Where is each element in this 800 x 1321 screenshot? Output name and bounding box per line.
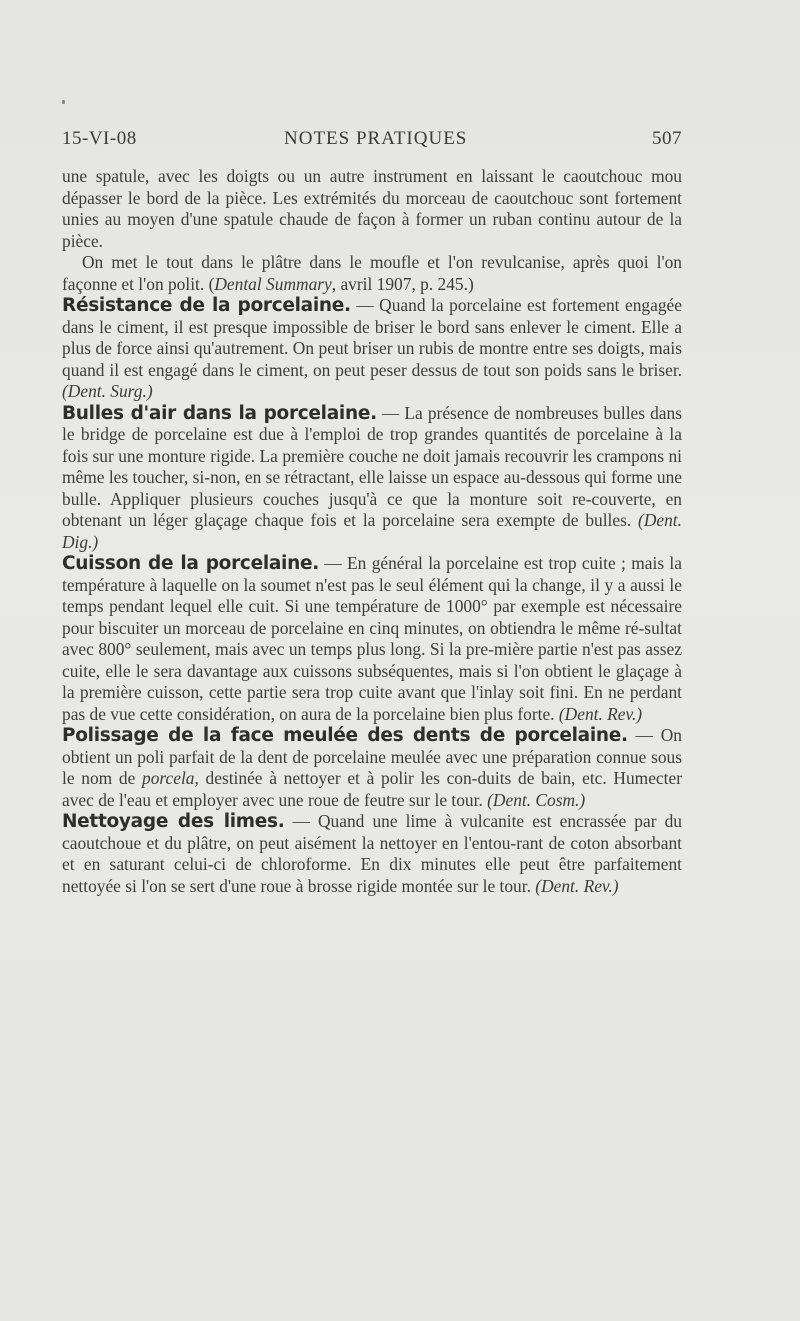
section-heading: Cuisson de la porcelaine. [62,553,319,574]
section-text-a: — On obtient un poli parfait de la dent de porcelaine meulée avec une préparation connue sous le nom de [62,725,682,788]
article-body [62,166,682,897]
section-nettoyage [62,811,682,897]
section-polissage [62,725,682,811]
page-number: 507 [652,128,682,149]
section-source: (Dent. Dig.) [62,510,682,552]
running-header [62,128,682,156]
section-text-b: destinée à nettoyer et à polir les con-duits de bain, etc. Humecter avec de l'eau et employer avec une roue de feutre sur le tour. [62,768,682,810]
section-cuisson [62,553,682,725]
intro-paragraph-2 [62,252,682,295]
section-source: (Dent. Cosm.) [487,789,586,810]
header-title: NOTES PRATIQUES [284,128,468,149]
product-name: porcela, [142,768,199,788]
section-resistance [62,295,682,403]
section-bulles [62,403,682,554]
section-source: (Dent. Rev.) [535,875,619,896]
section-heading: Bulles d'air dans la porcelaine. [62,402,377,424]
print-speck [62,100,65,104]
section-source: (Dent. Surg.) [62,381,153,401]
section-text: — Quand une lime à vulcanite est encrassée par du caoutchoue et du plâtre, on peut aisément la nettoyer en l'entou-rant de coton absorbant et en saturant celui-ci de chloroforme. En dix minutes elle peut être parfaitement nettoyée si l'on se sert d'une roue à brosse rigide montée sur le tour. [62,811,682,896]
section-source: (Dent. Rev.) [558,703,643,724]
section-text: — En général la porcelaine est trop cuite ; mais la température à laquelle on la soumet n'est pas le seul élément qui la change, il y a aussi le temps pendant lequel elle cuit. Si une température de 1000° par exemple est nécessaire pour biscuiter un morceau de porcelaine en cinq minutes, on obtiendra le même ré-sultat avec 800° seulement, mais avec un temps plus long. Si la pre-mière partie n'est pas assez cuite, elle le sera davantage aux cuissons subséquentes, mais si l'on obtient le glaçage à la première cuisson, cette partie sera trop cuite avant que l'inlay soit fini. En ne perdant pas de vue cette considération, on aura de la porcelaine bien plus forte. [62,553,682,724]
intro-source-close: , avril 1907, p. 245.) [331,273,474,294]
intro-source-open: ( [208,273,215,294]
section-heading: Résistance de la porcelaine. [62,295,351,316]
header-date: 15-VI-08 [62,128,137,149]
intro-paragraph-2-text: On met le tout dans le plâtre dans le moufle et l'on revulcanise, après quoi l'on façonne et l'on polit. [62,252,682,294]
section-heading: Nettoyage des limes. [62,811,285,832]
intro-source-name: Dental Summary [214,273,332,294]
section-text: — Quand la porcelaine est fortement engagée dans le ciment, il est presque impossible de briser le bord sans enlever le ciment. Elle a plus de force ainsi qu'autrement. On peut briser un rubis de montre entre ses doigts, mais quand il est engagé dans le ciment, on peut peser dessus de tout son poids sans le briser. [62,295,682,380]
section-text: — La présence de nombreuses bulles dans le bridge de porcelaine est due à l'emploi de trop grandes quantités de porcelaine à la fois sur une monture rigide. La première couche ne doit jamais recouvrir les crampons ni même les toucher, si-non, en se rétractant, elle laisse un espace au-dessous qui forme une bulle. Appliquer plusieurs couches jusqu'à ce que la monture soit re-couverte, en obtenant un léger glaçage chaque fois et la porcelaine sera exempte de bulles. [62,402,682,530]
intro-paragraph-1: une spatule, avec les doigts ou un autre instrument en laissant le caoutchouc mou dépasser le bord de la pièce. Les extrémités du morceau de caoutchouc sont fortement unies au moyen d'une spatule chaude de façon à former un ruban continu autour de la pièce. [62,166,682,251]
section-heading: Polissage de la face meulée des dents de porcelaine. [62,725,628,746]
